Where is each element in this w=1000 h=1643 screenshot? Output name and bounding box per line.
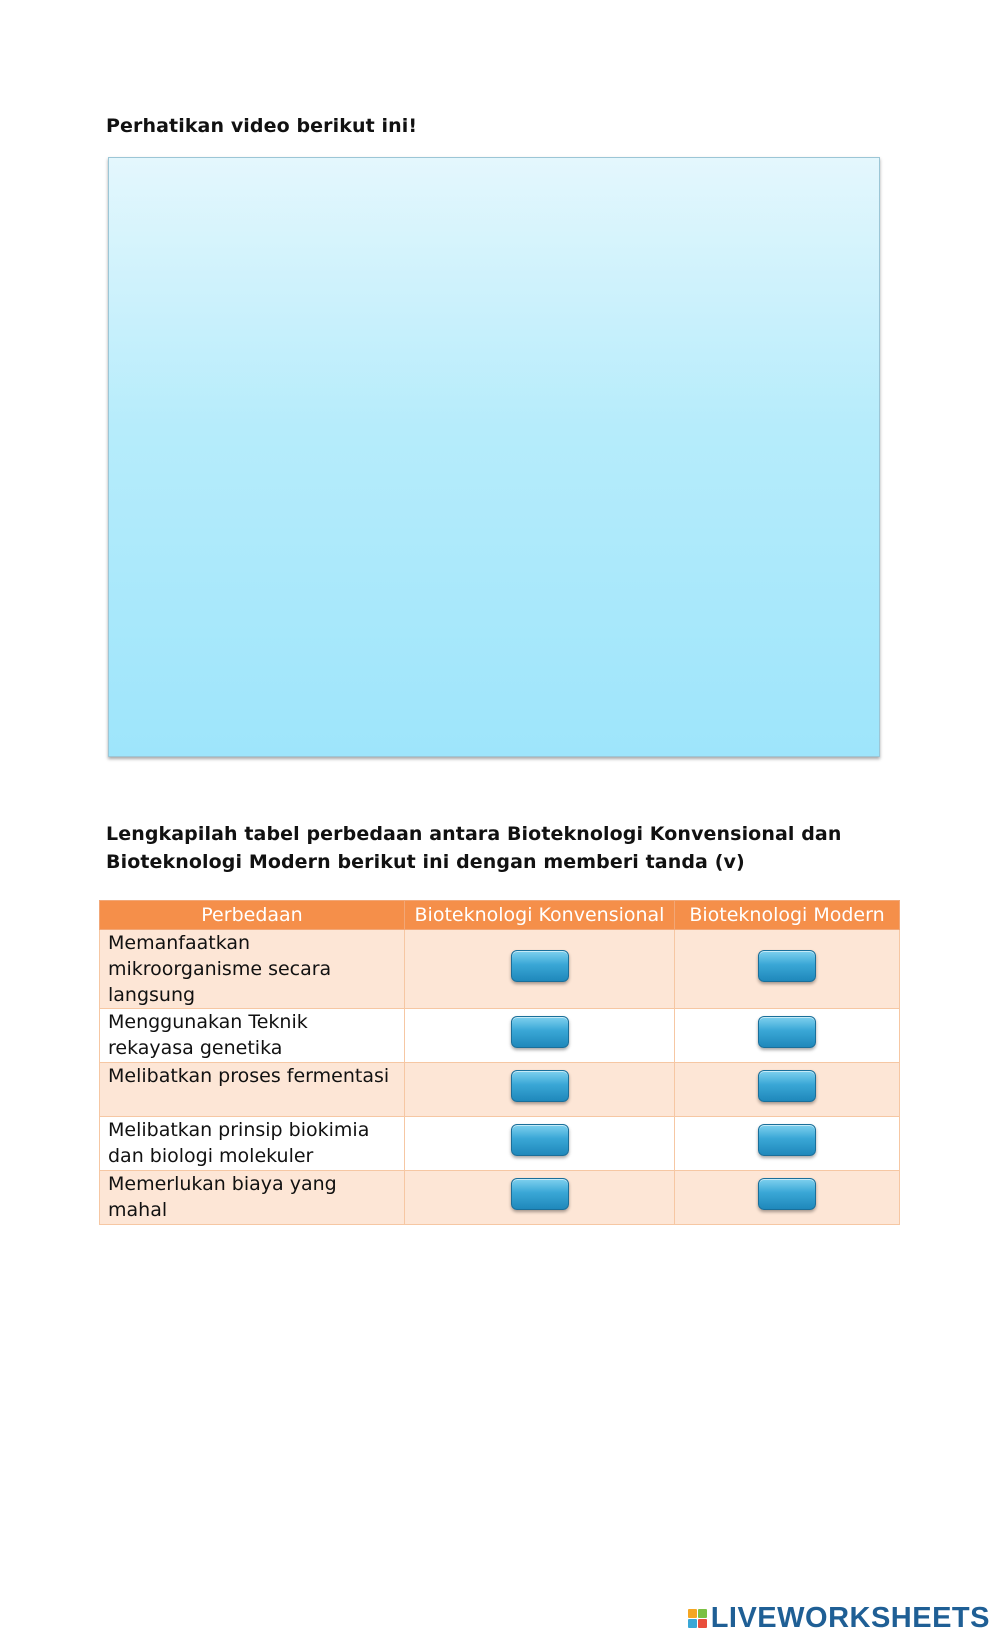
check-konvensional-button[interactable] <box>511 950 569 982</box>
check-modern-button[interactable] <box>758 950 816 982</box>
check-konvensional-button[interactable] <box>511 1070 569 1102</box>
video-player[interactable] <box>108 157 880 757</box>
header-perbedaan: Perbedaan <box>100 901 405 930</box>
check-konvensional-button[interactable] <box>511 1124 569 1156</box>
check-modern-button[interactable] <box>758 1178 816 1210</box>
check-modern-button[interactable] <box>758 1124 816 1156</box>
row-label: Menggunakan Teknik rekayasa genetika <box>100 1009 405 1063</box>
table-row <box>100 930 900 1009</box>
table-header-row <box>100 901 900 930</box>
check-modern-button[interactable] <box>758 1016 816 1048</box>
table-row <box>100 1171 900 1225</box>
liveworksheets-logo-icon <box>688 1609 707 1628</box>
video-instruction: Perhatikan video berikut ini! <box>106 115 418 137</box>
row-label: Memanfaatkan mikroorganisme secara langsung <box>100 930 405 1009</box>
table-row <box>100 1117 900 1171</box>
table-row <box>100 1063 900 1117</box>
check-konvensional-button[interactable] <box>511 1016 569 1048</box>
check-modern-button[interactable] <box>758 1070 816 1102</box>
table-instruction: Lengkapilah tabel perbedaan antara Bioteknologi Konvensional dan Bioteknologi Modern berikut ini dengan memberi tanda (v) <box>106 823 842 873</box>
row-label: Melibatkan prinsip biokimia dan biologi molekuler <box>100 1117 405 1171</box>
row-label: Melibatkan proses fermentasi <box>100 1063 405 1117</box>
table-row <box>100 1009 900 1063</box>
comparison-table <box>99 900 900 1225</box>
brand-name: LIVEWORKSHEETS <box>710 1602 990 1634</box>
header-konvensional: Bioteknologi Konvensional <box>405 901 675 930</box>
row-label: Memerlukan biaya yang mahal <box>100 1171 405 1225</box>
header-modern: Bioteknologi Modern <box>675 901 900 930</box>
check-konvensional-button[interactable] <box>511 1178 569 1210</box>
liveworksheets-logo[interactable] <box>688 1602 990 1635</box>
